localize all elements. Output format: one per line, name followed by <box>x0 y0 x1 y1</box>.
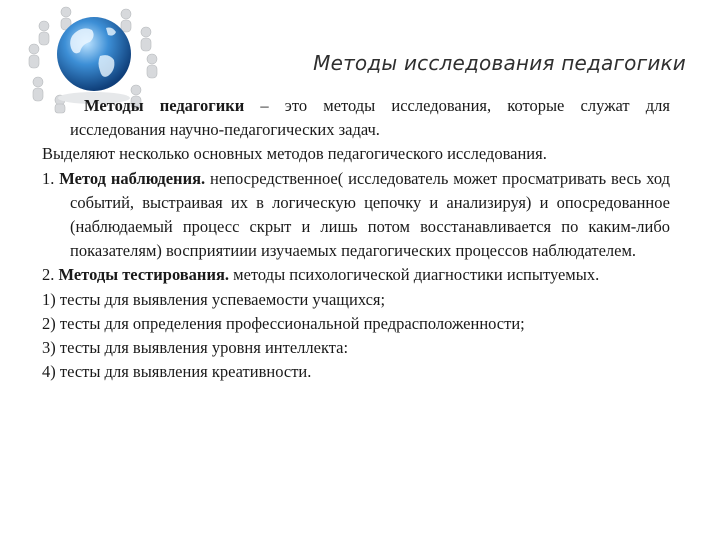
method-item-1 <box>42 167 670 264</box>
test-item: 2) тесты для определения профессиональной предрасположенности; <box>42 313 525 333</box>
method-number: 2. <box>42 265 59 285</box>
definition-paragraph <box>42 94 670 142</box>
method-name: Методы тестирования. <box>58 265 230 285</box>
method-text: методы психологической диагностики испытуемых. <box>229 265 600 285</box>
test-item: 3) тесты для выявления уровня интеллекта: <box>42 338 349 358</box>
method-name: Метод наблюдения. <box>59 168 206 188</box>
intro-paragraph: Выделяют несколько основных методов педагогического исследования. <box>42 144 547 164</box>
method-number: 1. <box>42 168 60 188</box>
page-title: Методы исследования педагогики <box>313 51 686 75</box>
method-item-2 <box>42 263 670 287</box>
test-item: 4) тесты для выявления креативности. <box>42 362 312 382</box>
test-item: 1) тесты для выявления успеваемости учащихся; <box>42 289 386 309</box>
definition-text: – это методы исследования, которые служат для исследования научно-педагогических задач. <box>70 96 670 140</box>
method-text: непосредственное( исследователь может просматривать весь ход событий, выстраивая их в логическую цепочку и анализируя) и опосредованное (наблюдаемый процесс скрыт и лишь потом восстанавливается по каким-либо показателям) восприятиии изучаемых педагогических процессов наблюдателем. <box>70 168 670 261</box>
definition-term: Методы педагогики <box>84 96 245 115</box>
content-body <box>42 94 670 384</box>
